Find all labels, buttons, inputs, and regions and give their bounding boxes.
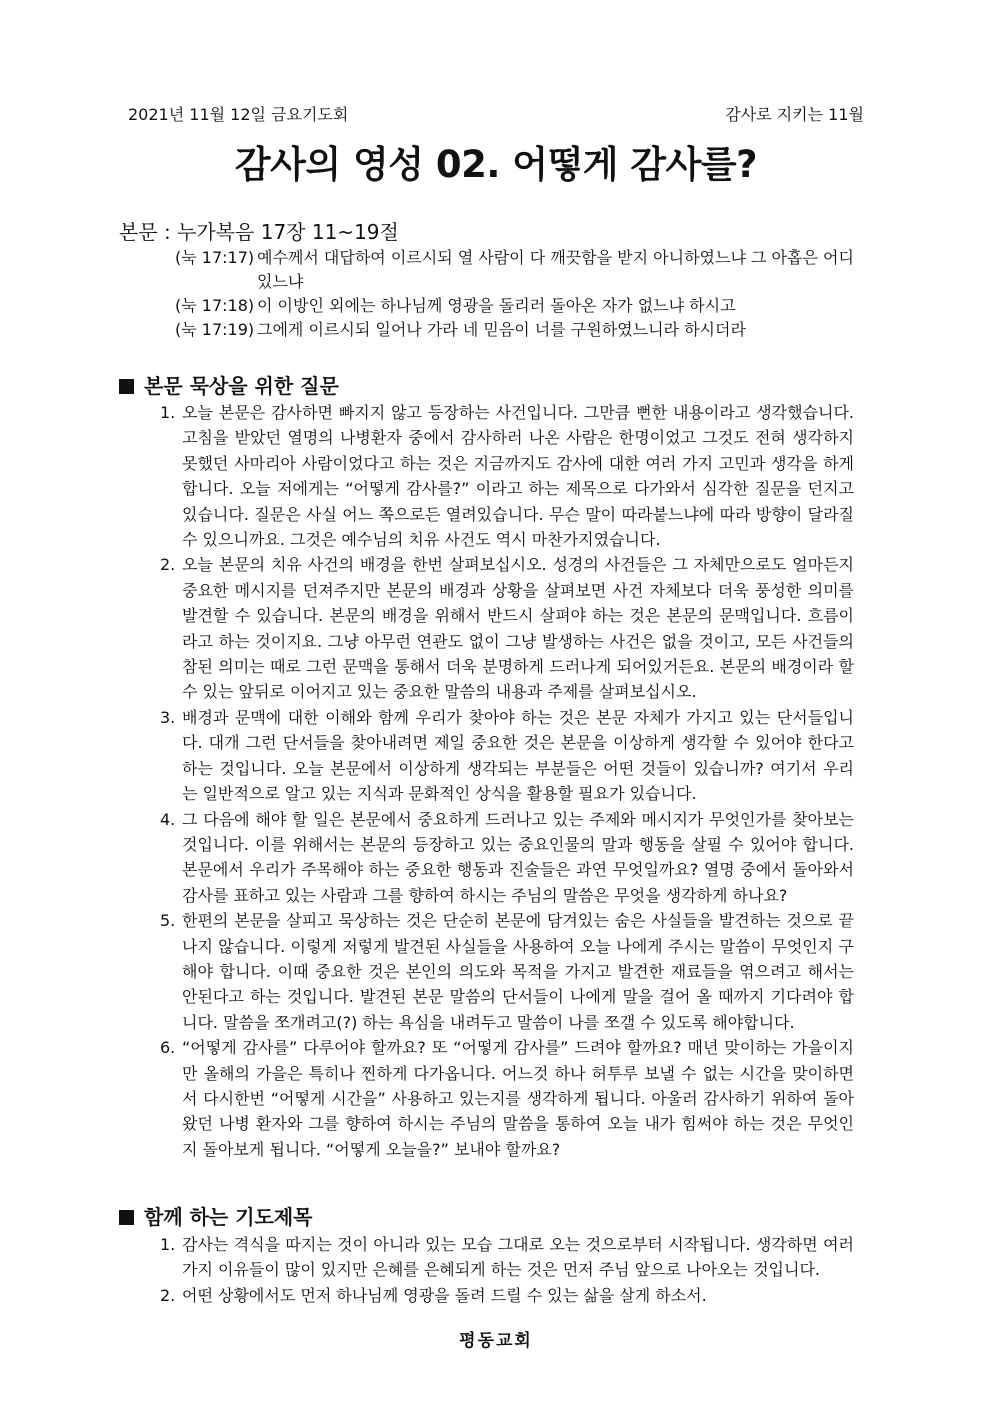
item-number: 4. <box>160 809 176 829</box>
square-bullet-icon <box>119 379 134 394</box>
document-header <box>128 102 864 128</box>
list-item <box>160 1232 854 1283</box>
item-number: 6. <box>160 1038 176 1058</box>
item-number: 3. <box>160 707 176 727</box>
list-item <box>160 705 854 807</box>
verse-ref: (눅 17:17) <box>175 248 255 267</box>
section-heading-text: 함께 하는 기도제목 <box>144 1205 313 1229</box>
verse-ref: (눅 17:19) <box>175 320 255 339</box>
item-text: 한편의 본문을 살피고 묵상하는 것은 단순히 본문에 담겨있는 숨은 사실들을 발견하는 것으로 끝나지 않습니다. 이렇게 저렇게 발견된 사실들을 사용하여 오늘 나에게 주시는 말씀이 무엇인지 구해야 합니다. 이때 중요한 것은 본인의 의도와 목적을 가지고 발견한 재료들을 엮으려고 해서는 안된다고 하는 것입니다. 발견된 본문 말씀의 단서들이 나에게 말을 걸어 올 때까지 기다려야 합니다. 말씀을 쪼개려고(?) 하는 욕심을 내려두고 말씀이 나를 쪼갤 수 있도록 해야합니다. <box>182 911 854 1032</box>
list-item <box>160 1035 854 1162</box>
item-number: 2. <box>160 1285 176 1305</box>
prayer-topics-list <box>160 1232 854 1308</box>
verse <box>175 294 855 318</box>
item-number: 5. <box>160 911 176 931</box>
section-heading-prayer <box>119 1201 313 1230</box>
verse-ref: (눅 17:18) <box>175 296 255 315</box>
verse <box>175 318 855 342</box>
section-heading-text: 본문 묵상을 위한 질문 <box>144 374 339 398</box>
scripture-verses <box>175 246 855 342</box>
list-item <box>160 552 854 704</box>
sermon-title: 감사의 영성 02. 어떻게 감사를? <box>234 143 758 186</box>
verse-text: 이 이방인 외에는 하나님께 영광을 돌리러 돌아온 자가 없느냐 하시고 <box>257 296 736 315</box>
item-text: “어떻게 감사를” 다루어야 할까요? 또 “어떻게 감사를” 드려야 할까요? 매년 맞이하는 가을이지만 올해의 가을은 특히나 찐하게 다가옵니다. 어느것 하나 허투루 보낼 수 없는 시간을 맞이하면서 다시한번 “어떻게 시간을” 사용하고 있는지를 생각하게 됩니다. 아울러 감사하기 위하여 돌아왔던 나병 환자와 그를 향하여 하시는 주님의 말씀을 통하여 오늘 내가 힘써야 하는 것은 무엇인지 돌아보게 됩니다. “어떻게 오늘을?” 보내야 할까요? <box>182 1038 854 1159</box>
square-bullet-icon <box>119 1210 134 1225</box>
item-text: 배경과 문맥에 대한 이해와 함께 우리가 찾아야 하는 것은 본문 자체가 가지고 있는 단서들입니다. 대개 그런 단서들을 찾아내려면 제일 중요한 것은 본문을 이상하게 생각할 수 있어야 한다고 하는 것입니다. 오늘 본문에서 이상하게 생각되는 부분들은 어떤 것들이 있습니까? 여기서 우리는 일반적으로 알고 있는 지식과 문화적인 상식을 활용할 필요가 있습니다. <box>182 707 854 804</box>
list-item <box>160 807 854 909</box>
verse-text: 그에게 이르시되 일어나 가라 네 믿음이 너를 구원하였느니라 하시더라 <box>257 320 746 339</box>
service-date: 2021년 11월 12일 금요기도회 <box>128 105 349 124</box>
meditation-questions-list <box>160 400 854 1162</box>
scripture-reference: 본문 : 누가복음 17장 11~19절 <box>119 220 399 244</box>
list-item <box>160 1283 854 1308</box>
item-number: 1. <box>160 1235 176 1254</box>
series-title: 감사로 지키는 11월 <box>725 105 864 124</box>
verse <box>175 246 855 294</box>
section-heading-meditation <box>119 370 339 399</box>
church-name: 평동교회 <box>459 1331 533 1351</box>
item-text: 감사는 격식을 따지는 것이 아니라 있는 모습 그대로 오는 것으로부터 시작됩니다. 생각하면 여러 가지 이유들이 많이 있지만 은혜를 은혜되게 하는 것은 먼저 주님 앞으로 나아오는 것입니다. <box>182 1235 854 1280</box>
item-number: 2. <box>160 555 176 575</box>
item-text: 오늘 본문의 치유 사건의 배경을 한번 살펴보십시오. 성경의 사건들은 그 자체만으로도 얼마든지 중요한 메시지를 던져주지만 본문의 배경과 상황을 살펴보면 사건 자체보다 더욱 풍성한 의미를 발견할 수 있습니다. 본문의 배경을 위해서 반드시 살펴야 하는 것은 본문의 문맥입니다. 흐름이라고 하는 것이지요. 그냥 아무런 연관도 없이 그냥 발생하는 사건은 없을 것이고, 모든 사건들의 참된 의미는 때로 그런 문맥을 통해서 더욱 분명하게 드러나게 되어있거든요. 본문의 배경이라 할수 있는 앞뒤로 이어지고 있는 중요한 말씀의 내용과 주제를 살펴보십시오. <box>182 555 854 702</box>
item-text: 그 다음에 해야 할 일은 본문에서 중요하게 드러나고 있는 주제와 메시지가 무엇인가를 찾아보는 것입니다. 이를 위해서는 본문의 등장하고 있는 중요인물의 말과 행동을 살필 수 있어야 합니다. 본문에서 우리가 주목해야 하는 중요한 행동과 진술들은 과연 무엇일까요? 열명 중에서 돌아와서 감사를 표하고 있는 사람과 그를 향하여 하시는 주님의 말씀은 무엇을 생각하게 하나요? <box>182 809 854 905</box>
list-item <box>160 400 854 552</box>
item-text: 오늘 본문은 감사하면 빠지지 않고 등장하는 사건입니다. 그만큼 뻔한 내용이라고 생각했습니다. 고침을 받았던 열명의 나병환자 중에서 감사하러 나온 사람은 한명이었고 그것도 전혀 생각하지 못했던 사마리아 사람이었다고 하는 것은 지금까지도 감사에 대한 여러 가지 고민과 생각을 하게 합니다. 오늘 저에게는 “어떻게 감사를?” 이라고 하는 제목으로 다가와서 심각한 질문을 던지고 있습니다. 질문은 사실 어느 쪽으로든 열려있습니다. 무슨 말이 따라붙느냐에 따라 방향이 달라질 수 있으니까요. 그것은 예수님의 치유 사건도 역시 마찬가지였습니다. <box>182 403 854 550</box>
item-text: 어떤 상황에서도 먼저 하나님께 영광을 돌려 드릴 수 있는 삶을 살게 하소서. <box>182 1285 707 1305</box>
list-item <box>160 908 854 1035</box>
item-number: 1. <box>160 403 176 422</box>
verse-text: 예수께서 대답하여 이르시되 열 사람이 다 깨끗함을 받지 아니하였느냐 그 아홉은 어디 있느냐 <box>257 248 854 291</box>
